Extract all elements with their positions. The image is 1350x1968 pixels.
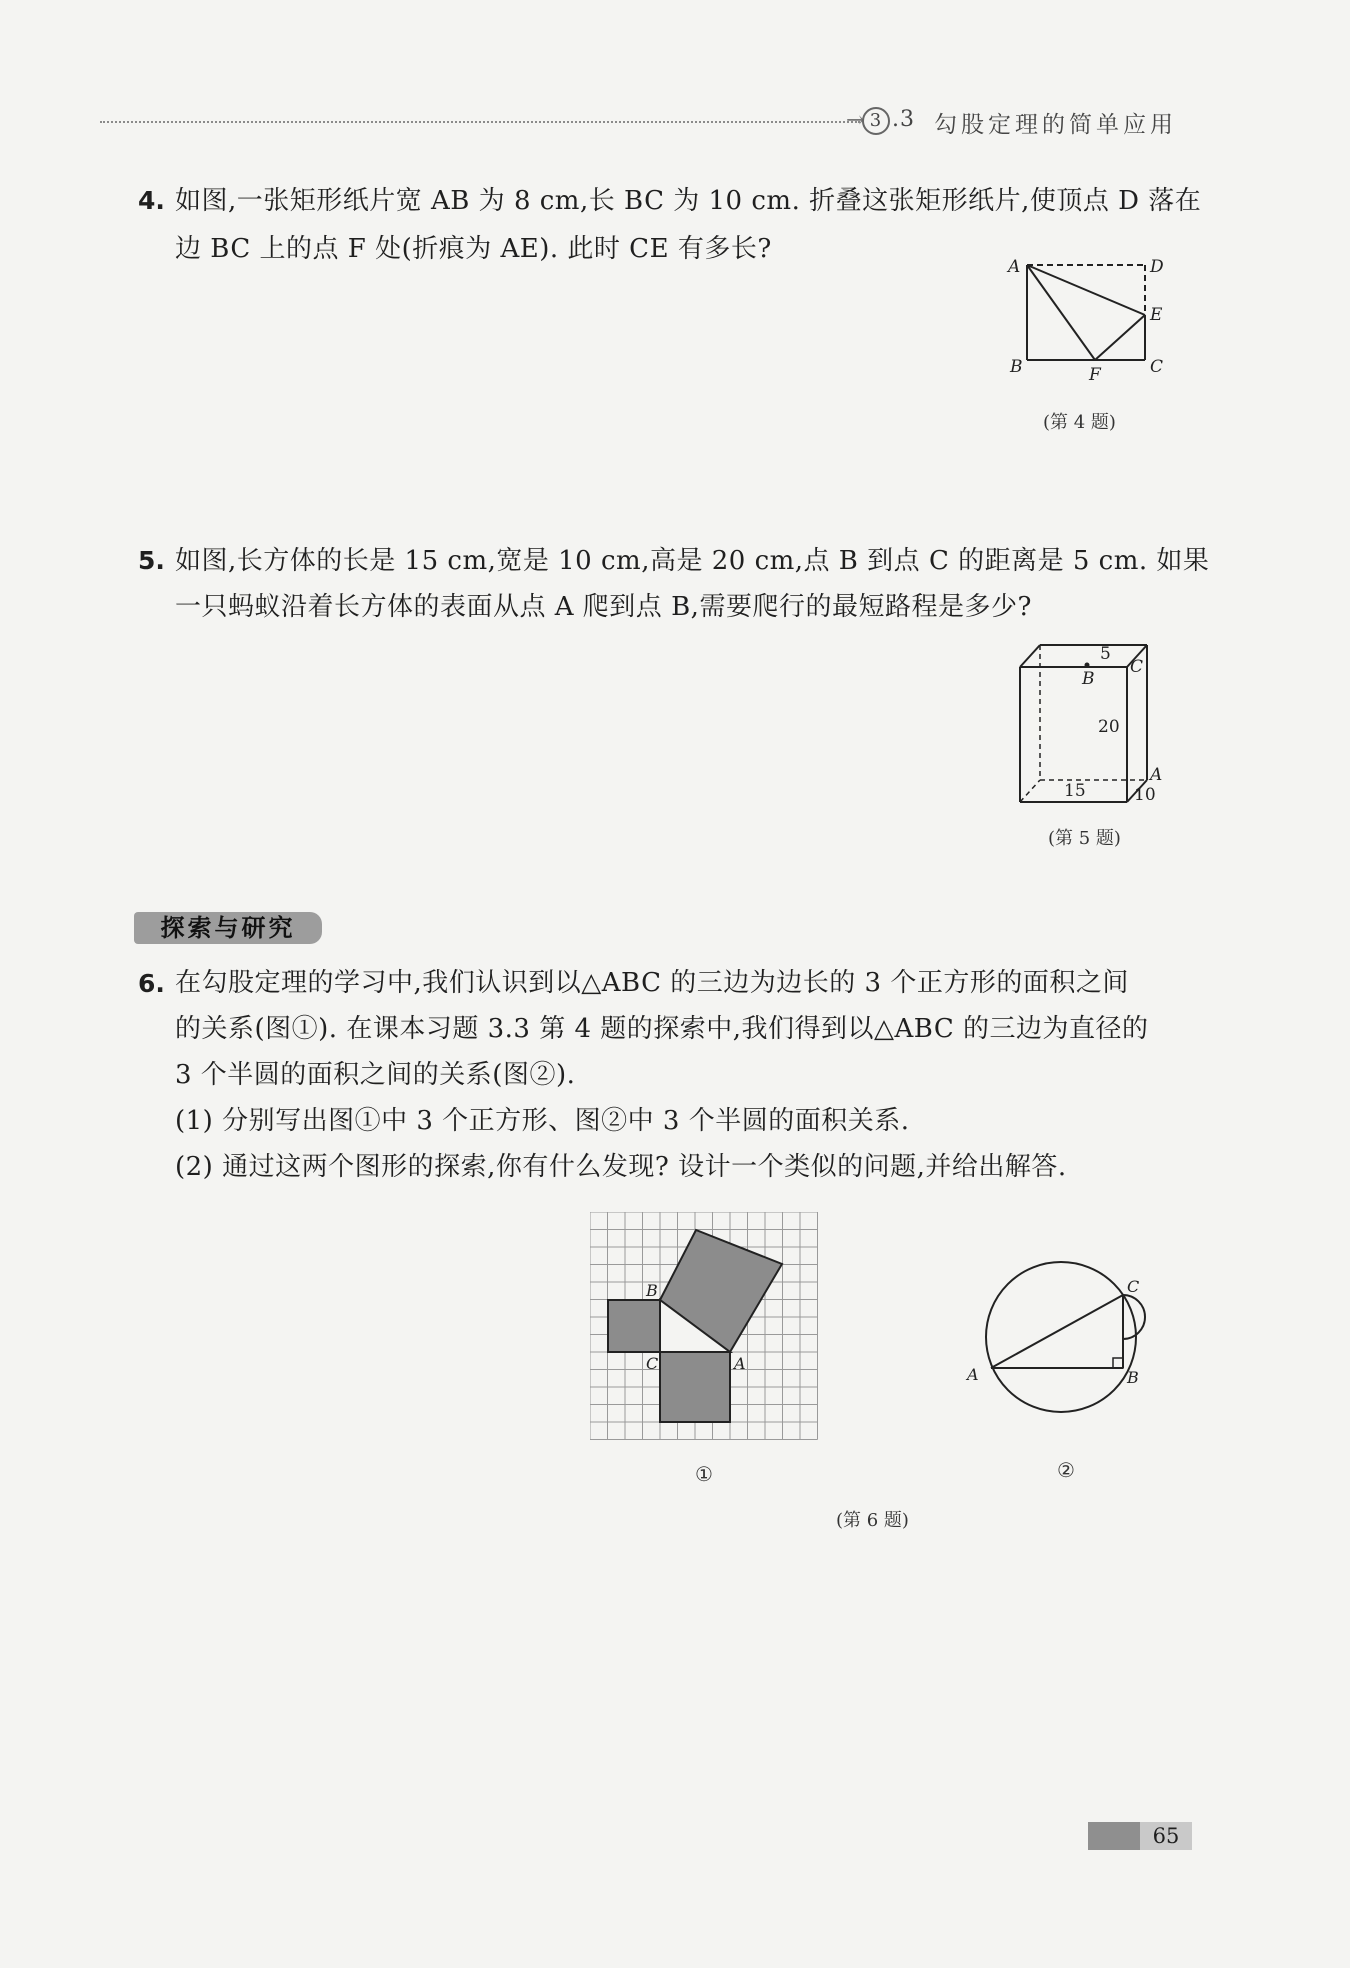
chapter-circle: 3 bbox=[862, 107, 890, 135]
label-c: C bbox=[1130, 657, 1144, 677]
label-twenty: 20 bbox=[1098, 717, 1120, 737]
label-c: C bbox=[1150, 357, 1164, 377]
label-d: D bbox=[1150, 257, 1164, 277]
right-angle-mark bbox=[1113, 1358, 1123, 1368]
label-e: E bbox=[1150, 305, 1163, 325]
problem-6-line-1: 在勾股定理的学习中,我们认识到以△ABC 的三边为边长的 3 个正方形的面积之间 bbox=[175, 968, 1129, 998]
problem-4-line-1: 如图,一张矩形纸片宽 AB 为 8 cm,长 BC 为 10 cm. 折叠这张矩形纸片,使顶点 D 落在 bbox=[175, 186, 1202, 216]
problem-5-number: 5. bbox=[138, 546, 165, 575]
problem-6-line-2: 的关系(图①). 在课本习题 3.3 第 4 题的探索中,我们得到以△ABC 的三边为直径的 bbox=[175, 1014, 1149, 1044]
square-bc bbox=[608, 1300, 660, 1352]
circle-on-ac bbox=[986, 1262, 1136, 1412]
label-fifteen: 15 bbox=[1064, 781, 1086, 801]
square-ca bbox=[660, 1352, 730, 1422]
label-a: A bbox=[1150, 765, 1163, 785]
segment-ac bbox=[991, 1295, 1123, 1368]
problem-5-figure bbox=[1000, 630, 1190, 810]
problem-6-line-5: (2) 通过这两个图形的探索,你有什么发现? 设计一个类似的问题,并给出解答. bbox=[175, 1152, 1067, 1182]
problem-5-line-2: 一只蚂蚁沿着长方体的表面从点 A 爬到点 B,需要爬行的最短路程是多少? bbox=[175, 592, 1032, 622]
label-f: F bbox=[1089, 365, 1101, 385]
header-arrow-icon: → bbox=[846, 108, 865, 133]
problem-6-figure-2 bbox=[955, 1240, 1195, 1450]
header-section-number: 3 .3 bbox=[862, 107, 915, 135]
section-badge: 探索与研究 bbox=[134, 912, 322, 944]
page-number: 65 bbox=[1140, 1822, 1192, 1850]
label-b: B bbox=[646, 1281, 658, 1300]
figure-1-label: ① bbox=[695, 1462, 713, 1486]
label-c: C bbox=[1127, 1277, 1140, 1296]
figure-2-label: ② bbox=[1057, 1458, 1075, 1482]
problem-4-line-2: 边 BC 上的点 F 处(折痕为 AE). 此时 CE 有多长? bbox=[175, 234, 772, 264]
problem-6-line-4: (1) 分别写出图①中 3 个正方形、图②中 3 个半圆的面积关系. bbox=[175, 1106, 910, 1136]
label-a: A bbox=[967, 1365, 979, 1384]
label-a: A bbox=[734, 1354, 746, 1373]
problem-6-figure-1 bbox=[590, 1212, 820, 1444]
problem-6-line-3: 3 个半圆的面积之间的关系(图②). bbox=[175, 1060, 576, 1090]
problem-4-number: 4. bbox=[138, 186, 165, 215]
label-b: B bbox=[1010, 357, 1023, 377]
hidden-edge-diagonal bbox=[1020, 780, 1040, 802]
header-title: 勾股定理的简单应用 bbox=[934, 112, 1177, 138]
label-b: B bbox=[1127, 1368, 1139, 1387]
header-dotted-rule bbox=[100, 121, 860, 123]
label-a: A bbox=[1008, 257, 1021, 277]
label-c: C bbox=[646, 1354, 659, 1373]
problem-5-caption: (第 5 题) bbox=[1048, 828, 1121, 849]
label-ten: 10 bbox=[1134, 785, 1156, 805]
box-top-left-edge bbox=[1020, 645, 1040, 667]
problem-5-line-1: 如图,长方体的长是 15 cm,宽是 10 cm,高是 20 cm,点 B 到点 C 的距离是 5 cm. 如果 bbox=[175, 546, 1210, 576]
problem-6-caption: (第 6 题) bbox=[836, 1510, 909, 1531]
point-b-dot bbox=[1085, 663, 1090, 668]
problem-4-figure bbox=[1000, 250, 1190, 390]
problem-4-caption: (第 4 题) bbox=[1043, 412, 1116, 433]
label-b: B bbox=[1082, 669, 1095, 689]
segment-fe bbox=[1095, 315, 1145, 360]
label-five: 5 bbox=[1100, 644, 1111, 664]
problem-6-number: 6. bbox=[138, 969, 165, 998]
